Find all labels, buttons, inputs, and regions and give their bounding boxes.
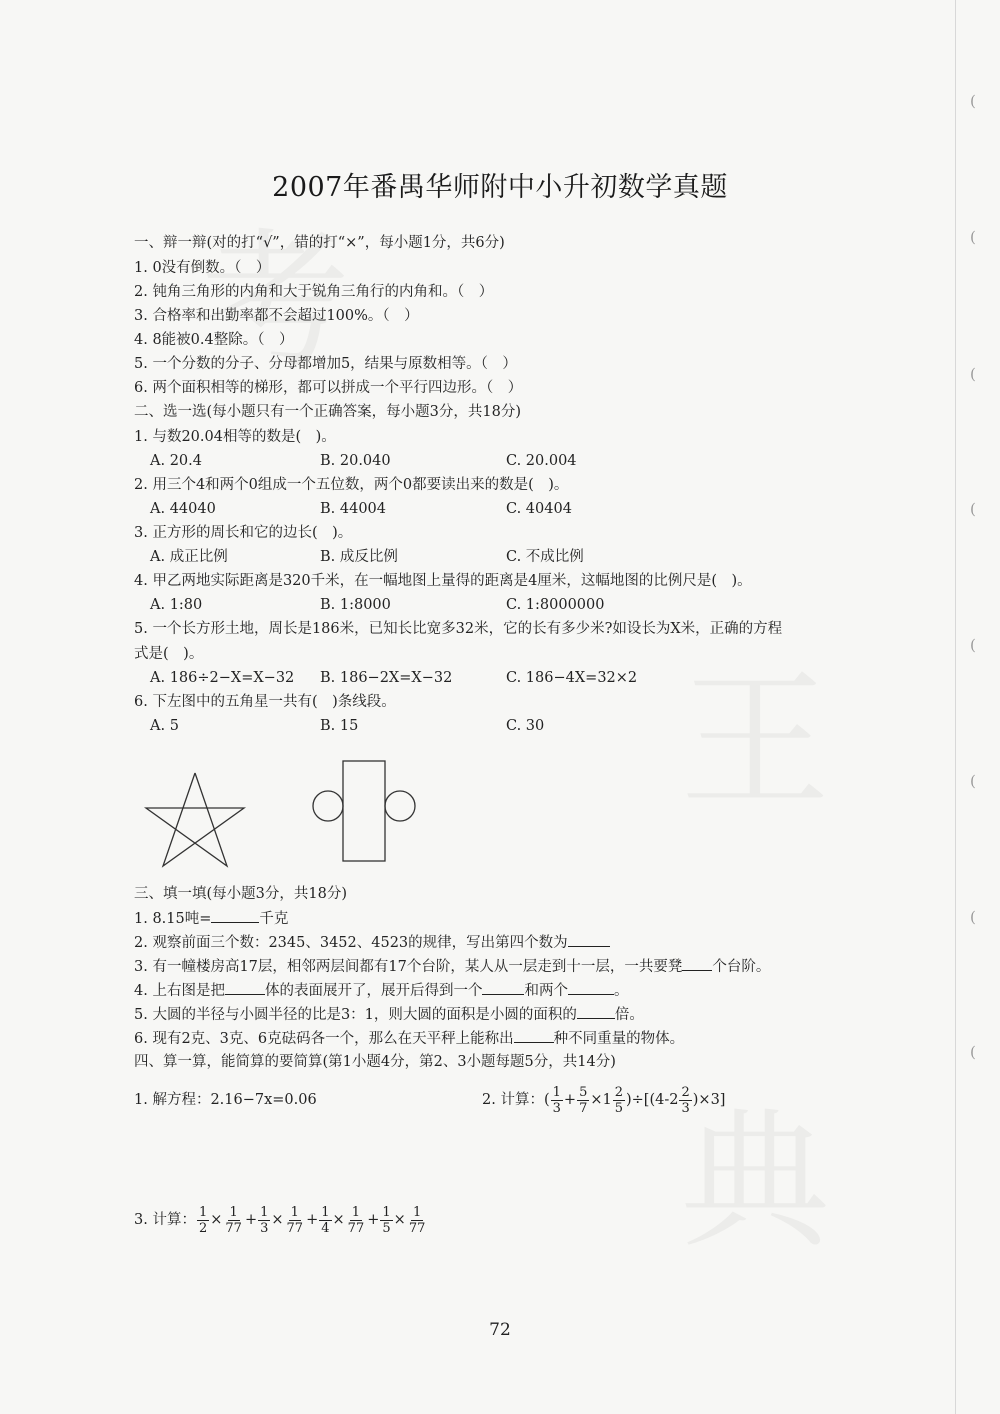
- denominator: 5: [614, 1100, 623, 1116]
- s2-q5-option-a: A. 186÷2−X=X−32: [150, 670, 295, 686]
- numerator: 1: [260, 1204, 269, 1220]
- s3-question-3: [134, 956, 770, 977]
- operator: ×: [271, 1212, 284, 1228]
- binding-hole-mark: (: [970, 1043, 976, 1061]
- numerator: 1: [290, 1204, 299, 1220]
- answer-blank[interactable]: [514, 1028, 554, 1043]
- s2-question-1: 1. 与数20.04相等的数是( )。: [134, 429, 336, 445]
- binding-hole-mark: (: [970, 228, 976, 246]
- operator: ×: [210, 1212, 223, 1228]
- denominator: 3: [260, 1220, 269, 1236]
- s2-question-3: 3. 正方形的周长和它的边长( )。: [134, 525, 353, 541]
- s2-question-4: 4. 甲乙两地实际距离是320千米，在一幅地图上量得的距离是4厘米，这幅地图的比例尺是( )。: [134, 573, 752, 589]
- cylinder-net-figure: [310, 756, 420, 866]
- fraction: [285, 1205, 306, 1236]
- binding-hole-mark: (: [970, 908, 976, 926]
- star-outline: [146, 773, 244, 866]
- operator: )÷[(4-2: [626, 1092, 679, 1108]
- fraction: [346, 1205, 367, 1236]
- numerator: 1: [321, 1204, 330, 1220]
- operator: +: [306, 1212, 319, 1228]
- s2-q5-option-c: C. 186−4X=32×2: [506, 670, 638, 686]
- numerator: 1: [382, 1204, 391, 1220]
- page-title: 2007年番禺华师附中小升初数学真题: [272, 172, 728, 203]
- s2-q2-option-a: A. 44040: [150, 501, 216, 517]
- s4-question-3: [134, 1198, 428, 1242]
- s1-question-6: 6. 两个面积相等的梯形，都可以拼成一个平行四边形。（ ）: [134, 380, 523, 396]
- s4-q2-label: 2. 计算：: [482, 1092, 544, 1108]
- s4-question-1: 1. 解方程：2.16−7x=0.06: [134, 1092, 317, 1108]
- s3-q3-unit: 个台阶。: [712, 959, 771, 975]
- five-pointed-star-figure: [140, 768, 250, 870]
- s2-q4-option-a: A. 1:80: [150, 597, 203, 613]
- s4-question-2: [482, 1078, 725, 1122]
- s2-q3-option-b: B. 成反比例: [320, 549, 398, 565]
- s2-q5-option-b: B. 186−2X=X−32: [320, 670, 453, 686]
- binding-hole-mark: (: [970, 636, 976, 654]
- binding-hole-mark: (: [970, 772, 976, 790]
- denominator: 5: [382, 1220, 391, 1236]
- s2-q6-option-c: C. 30: [506, 718, 545, 734]
- s3-question-2: [134, 932, 610, 953]
- operator: +: [367, 1212, 380, 1228]
- s2-q4-option-c: C. 1:8000000: [506, 597, 605, 613]
- numerator: 1: [412, 1204, 422, 1220]
- fraction: [223, 1205, 244, 1236]
- fraction: [577, 1085, 589, 1116]
- denominator: 77: [347, 1220, 365, 1236]
- s3-question-4: [134, 980, 628, 1001]
- s2-q1-option-c: C. 20.004: [506, 453, 577, 469]
- s3-q5-text: 5. 大圆的半径与小圆半径的比是3：1，则大圆的面积是小圆的面积的: [134, 1007, 577, 1023]
- denominator: 7: [579, 1100, 588, 1116]
- s3-q1-unit: 千克: [259, 911, 289, 927]
- paren: (: [543, 1092, 550, 1108]
- watermark-glyph: [680, 620, 830, 836]
- scan-edge-line: [955, 0, 956, 1414]
- s2-q6-option-a: A. 5: [150, 718, 179, 734]
- answer-blank[interactable]: [568, 932, 610, 947]
- fraction: [679, 1085, 691, 1116]
- denominator: 77: [225, 1220, 242, 1236]
- s1-question-1: 1. 0没有倒数。（ ）: [134, 260, 271, 276]
- s3-q3-text: 3. 有一幢楼房高17层，相邻两层间都有17个台阶，某人从一层走到十一层，一共要凳: [134, 959, 683, 975]
- s3-q4-text-d: 。: [613, 983, 629, 999]
- numerator: 1: [229, 1204, 238, 1220]
- fraction: [319, 1205, 331, 1236]
- section1-heading: 一、辩一辩(对的打“√”，错的打“×”，每小题1分，共6分): [134, 235, 505, 251]
- answer-blank[interactable]: [577, 1004, 615, 1019]
- denominator: 3: [552, 1100, 561, 1116]
- s2-q1-option-b: B. 20.040: [320, 453, 391, 469]
- answer-blank[interactable]: [568, 980, 614, 995]
- s3-q4-text-a: 4. 上右图是把: [134, 983, 225, 999]
- answer-blank[interactable]: [682, 956, 712, 971]
- binding-hole-mark: (: [970, 365, 976, 383]
- s1-question-5: 5. 一个分数的分子、分母都增加5，结果与原数相等。（ ）: [134, 356, 517, 372]
- s3-q6-text: 6. 现有2克、3克、6克砝码各一个，那么在天平秤上能称出: [134, 1031, 514, 1047]
- fraction: [407, 1205, 428, 1236]
- operator: ×: [393, 1212, 406, 1228]
- operator: )×3]: [692, 1092, 726, 1108]
- denominator: 77: [408, 1220, 426, 1236]
- numerator: 5: [579, 1084, 588, 1100]
- s2-q2-option-b: B. 44004: [320, 501, 387, 517]
- s2-question-6: 6. 下左图中的五角星一共有( )条线段。: [134, 694, 396, 710]
- operator: ×1: [590, 1092, 612, 1108]
- s2-question-5: 5. 一个长方形土地，周长是186米，已知长比宽多32米，它的长有多少米?如设长为X米，正确的方程: [134, 621, 783, 637]
- s3-q5-unit: 倍。: [614, 1007, 644, 1023]
- binding-hole-mark: (: [970, 500, 976, 518]
- section3-heading: 三、填一填(每小题3分，共18分): [134, 886, 347, 902]
- net-rectangle: [343, 761, 385, 861]
- numerator: 1: [351, 1204, 361, 1220]
- s3-question-5: [134, 1004, 644, 1025]
- binding-hole-mark: (: [970, 92, 976, 110]
- s1-question-4: 4. 8能被0.4整除。（ ）: [134, 332, 294, 348]
- answer-blank[interactable]: [225, 980, 265, 995]
- section4-heading: 四、算一算，能简算的要简算(第1小题4分，第2、3小题每题5分，共14分): [134, 1054, 616, 1070]
- s2-question-5-cont: 式是( )。: [134, 646, 204, 662]
- denominator: 4: [321, 1220, 330, 1236]
- net-right-circle: [385, 791, 415, 821]
- s3-question-6: [134, 1028, 684, 1049]
- s2-q3-option-a: A. 成正比例: [150, 549, 228, 565]
- s3-q6-unit: 种不同重量的物体。: [553, 1031, 685, 1047]
- net-left-circle: [313, 791, 343, 821]
- s3-q4-text-b: 体的表面展开了，展开后得到一个: [264, 983, 483, 999]
- fraction: [380, 1205, 392, 1236]
- s3-q1-text: 1. 8.15吨=: [134, 911, 212, 927]
- s1-question-2: 2. 钝角三角形的内角和大于锐角三角行的内角和。（ ）: [134, 284, 494, 300]
- operator: +: [563, 1092, 577, 1108]
- operator: +: [244, 1212, 258, 1228]
- fraction: [258, 1205, 270, 1236]
- s2-q6-option-b: B. 15: [320, 718, 359, 734]
- s2-q2-option-c: C. 40404: [506, 501, 572, 517]
- s1-question-3: 3. 合格率和出勤率都不会超过100%。（ ）: [134, 308, 419, 324]
- numerator: 1: [552, 1084, 561, 1100]
- numerator: 2: [681, 1084, 690, 1100]
- s3-question-1: [134, 908, 288, 929]
- numerator: 1: [198, 1204, 208, 1220]
- denominator: 77: [286, 1220, 304, 1236]
- s3-q2-text: 2. 观察前面三个数：2345、3452、4523的规律，写出第四个数为: [134, 935, 568, 951]
- s4-q3-label: 3. 计算：: [134, 1212, 196, 1228]
- fraction: [613, 1085, 625, 1116]
- section2-heading: 二、选一选(每小题只有一个正确答案，每小题3分，共18分): [134, 404, 521, 420]
- answer-blank[interactable]: [211, 908, 259, 923]
- denominator: 2: [198, 1220, 208, 1236]
- fraction: [197, 1205, 209, 1236]
- fraction: [551, 1085, 563, 1116]
- s3-q4-text-c: 和两个: [524, 983, 568, 999]
- answer-blank[interactable]: [482, 980, 524, 995]
- s2-question-2: 2. 用三个4和两个0组成一个五位数，两个0都要读出来的数是( )。: [134, 477, 569, 493]
- denominator: 3: [681, 1100, 690, 1116]
- operator: ×: [332, 1212, 345, 1228]
- s2-q4-option-b: B. 1:8000: [320, 597, 391, 613]
- s2-q3-option-c: C. 不成比例: [506, 549, 584, 565]
- s2-q1-option-a: A. 20.4: [150, 453, 202, 469]
- page-number: 72: [489, 1320, 511, 1340]
- numerator: 2: [614, 1084, 623, 1100]
